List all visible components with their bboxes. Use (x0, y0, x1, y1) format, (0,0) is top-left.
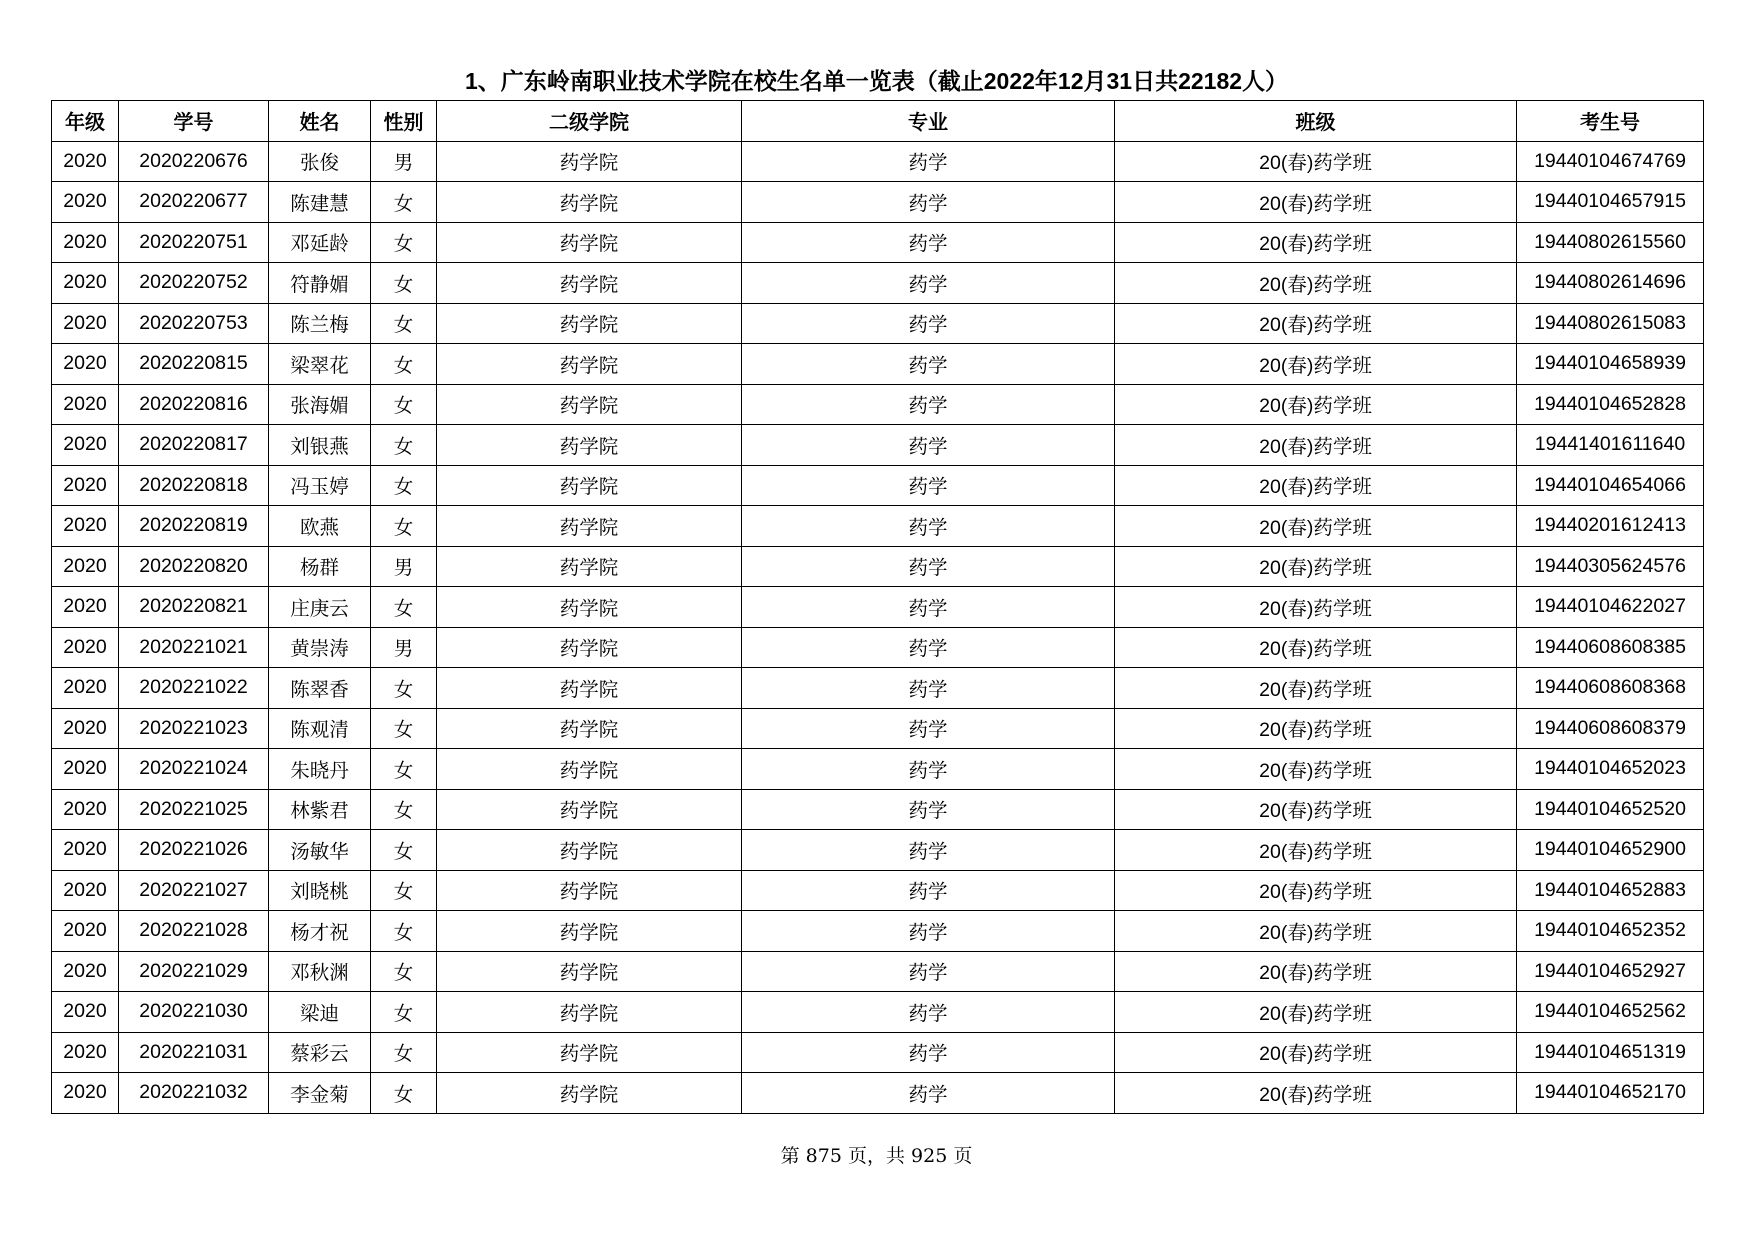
cell-major: 药学 (742, 789, 1115, 830)
cell-college: 药学院 (437, 141, 742, 182)
cell-student-id: 2020221030 (119, 992, 269, 1033)
cell-class: 20(春)药学班 (1115, 141, 1517, 182)
cell-name: 汤敏华 (269, 830, 371, 871)
cell-college: 药学院 (437, 344, 742, 385)
cell-class: 20(春)药学班 (1115, 222, 1517, 263)
cell-college: 药学院 (437, 830, 742, 871)
cell-gender: 女 (371, 1032, 437, 1073)
cell-student-id: 2020220815 (119, 344, 269, 385)
cell-class: 20(春)药学班 (1115, 951, 1517, 992)
column-header-college: 二级学院 (437, 101, 742, 142)
table-row (52, 749, 1704, 790)
cell-gender: 女 (371, 465, 437, 506)
cell-major: 药学 (742, 465, 1115, 506)
cell-name: 杨群 (269, 546, 371, 587)
table-row (52, 587, 1704, 628)
cell-grade: 2020 (52, 465, 119, 506)
cell-student-id: 2020221023 (119, 708, 269, 749)
cell-student-id: 2020221032 (119, 1073, 269, 1114)
cell-exam-number: 19440104652828 (1517, 384, 1704, 425)
cell-college: 药学院 (437, 668, 742, 709)
cell-name: 梁迪 (269, 992, 371, 1033)
cell-name: 陈翠香 (269, 668, 371, 709)
cell-gender: 女 (371, 303, 437, 344)
table-row (52, 992, 1704, 1033)
cell-college: 药学院 (437, 182, 742, 223)
cell-grade: 2020 (52, 951, 119, 992)
table-row (52, 303, 1704, 344)
table-row (52, 222, 1704, 263)
cell-student-id: 2020221026 (119, 830, 269, 871)
cell-college: 药学院 (437, 1032, 742, 1073)
cell-college: 药学院 (437, 587, 742, 628)
cell-exam-number: 19440104674769 (1517, 141, 1704, 182)
cell-class: 20(春)药学班 (1115, 465, 1517, 506)
cell-exam-number: 19440104657915 (1517, 182, 1704, 223)
table-row (52, 141, 1704, 182)
cell-name: 张俊 (269, 141, 371, 182)
cell-grade: 2020 (52, 182, 119, 223)
cell-gender: 女 (371, 182, 437, 223)
cell-grade: 2020 (52, 303, 119, 344)
cell-name: 庄庚云 (269, 587, 371, 628)
cell-name: 刘银燕 (269, 425, 371, 466)
cell-class: 20(春)药学班 (1115, 587, 1517, 628)
cell-major: 药学 (742, 425, 1115, 466)
cell-gender: 女 (371, 263, 437, 304)
table-row (52, 1032, 1704, 1073)
cell-grade: 2020 (52, 789, 119, 830)
cell-class: 20(春)药学班 (1115, 506, 1517, 547)
cell-gender: 男 (371, 141, 437, 182)
table-row (52, 425, 1704, 466)
cell-major: 药学 (742, 587, 1115, 628)
table-row (52, 506, 1704, 547)
cell-name: 林紫君 (269, 789, 371, 830)
cell-exam-number: 19440104651319 (1517, 1032, 1704, 1073)
cell-grade: 2020 (52, 425, 119, 466)
column-header-name: 姓名 (269, 101, 371, 142)
cell-class: 20(春)药学班 (1115, 911, 1517, 952)
cell-student-id: 2020221028 (119, 911, 269, 952)
table-row (52, 344, 1704, 385)
cell-name: 邓延龄 (269, 222, 371, 263)
cell-student-id: 2020220676 (119, 141, 269, 182)
cell-major: 药学 (742, 141, 1115, 182)
cell-name: 朱晓丹 (269, 749, 371, 790)
cell-exam-number: 19440104652170 (1517, 1073, 1704, 1114)
cell-exam-number: 19440608608385 (1517, 627, 1704, 668)
cell-exam-number: 19440305624576 (1517, 546, 1704, 587)
cell-exam-number: 19440104654066 (1517, 465, 1704, 506)
column-header-major: 专业 (742, 101, 1115, 142)
cell-exam-number: 19440104652900 (1517, 830, 1704, 871)
cell-exam-number: 19441401611640 (1517, 425, 1704, 466)
cell-college: 药学院 (437, 749, 742, 790)
table-row (52, 668, 1704, 709)
cell-college: 药学院 (437, 992, 742, 1033)
cell-college: 药学院 (437, 708, 742, 749)
column-header-class: 班级 (1115, 101, 1517, 142)
cell-name: 刘晓桃 (269, 870, 371, 911)
cell-grade: 2020 (52, 870, 119, 911)
page-number: 第 875 页，共 925 页 (780, 1145, 973, 1167)
table-row (52, 263, 1704, 304)
cell-name: 欧燕 (269, 506, 371, 547)
cell-class: 20(春)药学班 (1115, 344, 1517, 385)
student-roster-table (51, 100, 1704, 1114)
cell-name: 杨才祝 (269, 911, 371, 952)
cell-gender: 男 (371, 546, 437, 587)
cell-grade: 2020 (52, 992, 119, 1033)
cell-student-id: 2020221021 (119, 627, 269, 668)
cell-student-id: 2020220818 (119, 465, 269, 506)
cell-college: 药学院 (437, 506, 742, 547)
cell-major: 药学 (742, 911, 1115, 952)
cell-name: 张海媚 (269, 384, 371, 425)
table-row (52, 951, 1704, 992)
table-row (52, 830, 1704, 871)
cell-gender: 女 (371, 870, 437, 911)
cell-exam-number: 19440104652562 (1517, 992, 1704, 1033)
cell-exam-number: 19440608608379 (1517, 708, 1704, 749)
column-header-student-id: 学号 (119, 101, 269, 142)
cell-student-id: 2020221025 (119, 789, 269, 830)
cell-class: 20(春)药学班 (1115, 992, 1517, 1033)
cell-major: 药学 (742, 951, 1115, 992)
cell-exam-number: 19440104652352 (1517, 911, 1704, 952)
cell-student-id: 2020221031 (119, 1032, 269, 1073)
cell-major: 药学 (742, 303, 1115, 344)
table-row (52, 911, 1704, 952)
cell-student-id: 2020220752 (119, 263, 269, 304)
cell-gender: 女 (371, 911, 437, 952)
cell-student-id: 2020221029 (119, 951, 269, 992)
cell-grade: 2020 (52, 627, 119, 668)
cell-college: 药学院 (437, 1073, 742, 1114)
cell-major: 药学 (742, 506, 1115, 547)
cell-gender: 女 (371, 425, 437, 466)
cell-name: 符静媚 (269, 263, 371, 304)
cell-student-id: 2020221024 (119, 749, 269, 790)
cell-gender: 女 (371, 992, 437, 1033)
column-header-gender: 性别 (371, 101, 437, 142)
cell-college: 药学院 (437, 789, 742, 830)
page-title: 1、广东岭南职业技术学院在校生名单一览表（截止2022年12月31日共22182人） (464, 68, 1289, 94)
cell-exam-number: 19440104652023 (1517, 749, 1704, 790)
cell-student-id: 2020220819 (119, 506, 269, 547)
cell-class: 20(春)药学班 (1115, 789, 1517, 830)
cell-student-id: 2020220820 (119, 546, 269, 587)
cell-major: 药学 (742, 384, 1115, 425)
cell-grade: 2020 (52, 506, 119, 547)
cell-gender: 女 (371, 830, 437, 871)
cell-major: 药学 (742, 263, 1115, 304)
cell-gender: 女 (371, 708, 437, 749)
cell-gender: 女 (371, 749, 437, 790)
cell-grade: 2020 (52, 263, 119, 304)
cell-name: 邓秋渊 (269, 951, 371, 992)
cell-class: 20(春)药学班 (1115, 1073, 1517, 1114)
table-row (52, 870, 1704, 911)
cell-major: 药学 (742, 870, 1115, 911)
cell-college: 药学院 (437, 222, 742, 263)
cell-gender: 女 (371, 789, 437, 830)
cell-student-id: 2020220817 (119, 425, 269, 466)
table-row (52, 384, 1704, 425)
cell-gender: 女 (371, 344, 437, 385)
cell-gender: 女 (371, 951, 437, 992)
cell-college: 药学院 (437, 303, 742, 344)
cell-grade: 2020 (52, 222, 119, 263)
table-row (52, 1073, 1704, 1114)
cell-grade: 2020 (52, 668, 119, 709)
cell-college: 药学院 (437, 870, 742, 911)
column-header-exam-number: 考生号 (1517, 101, 1704, 142)
cell-student-id: 2020221022 (119, 668, 269, 709)
cell-college: 药学院 (437, 546, 742, 587)
table-row (52, 789, 1704, 830)
cell-grade: 2020 (52, 830, 119, 871)
cell-college: 药学院 (437, 263, 742, 304)
cell-grade: 2020 (52, 1073, 119, 1114)
cell-gender: 女 (371, 222, 437, 263)
cell-name: 梁翠花 (269, 344, 371, 385)
cell-name: 黄崇涛 (269, 627, 371, 668)
cell-college: 药学院 (437, 911, 742, 952)
cell-class: 20(春)药学班 (1115, 1032, 1517, 1073)
cell-name: 李金菊 (269, 1073, 371, 1114)
cell-college: 药学院 (437, 627, 742, 668)
table-row (52, 182, 1704, 223)
cell-college: 药学院 (437, 951, 742, 992)
table-header-row (52, 101, 1704, 142)
table-row (52, 708, 1704, 749)
cell-gender: 女 (371, 384, 437, 425)
cell-student-id: 2020221027 (119, 870, 269, 911)
cell-major: 药学 (742, 182, 1115, 223)
cell-major: 药学 (742, 708, 1115, 749)
cell-class: 20(春)药学班 (1115, 263, 1517, 304)
cell-grade: 2020 (52, 344, 119, 385)
cell-gender: 男 (371, 627, 437, 668)
table-row (52, 627, 1704, 668)
cell-grade: 2020 (52, 587, 119, 628)
cell-student-id: 2020220751 (119, 222, 269, 263)
cell-name: 陈兰梅 (269, 303, 371, 344)
cell-class: 20(春)药学班 (1115, 708, 1517, 749)
cell-major: 药学 (742, 546, 1115, 587)
cell-gender: 女 (371, 1073, 437, 1114)
cell-exam-number: 19440608608368 (1517, 668, 1704, 709)
cell-grade: 2020 (52, 141, 119, 182)
cell-class: 20(春)药学班 (1115, 668, 1517, 709)
cell-class: 20(春)药学班 (1115, 749, 1517, 790)
cell-class: 20(春)药学班 (1115, 182, 1517, 223)
cell-class: 20(春)药学班 (1115, 546, 1517, 587)
cell-major: 药学 (742, 1032, 1115, 1073)
cell-exam-number: 19440104658939 (1517, 344, 1704, 385)
cell-exam-number: 19440104622027 (1517, 587, 1704, 628)
cell-student-id: 2020220816 (119, 384, 269, 425)
column-header-grade: 年级 (52, 101, 119, 142)
cell-exam-number: 19440104652520 (1517, 789, 1704, 830)
cell-exam-number: 19440104652927 (1517, 951, 1704, 992)
cell-major: 药学 (742, 222, 1115, 263)
cell-grade: 2020 (52, 749, 119, 790)
cell-college: 药学院 (437, 465, 742, 506)
cell-class: 20(春)药学班 (1115, 303, 1517, 344)
cell-name: 陈观清 (269, 708, 371, 749)
cell-exam-number: 19440802615560 (1517, 222, 1704, 263)
cell-class: 20(春)药学班 (1115, 627, 1517, 668)
cell-major: 药学 (742, 992, 1115, 1033)
cell-grade: 2020 (52, 708, 119, 749)
table-body (52, 141, 1704, 1113)
cell-class: 20(春)药学班 (1115, 870, 1517, 911)
cell-grade: 2020 (52, 384, 119, 425)
cell-name: 陈建慧 (269, 182, 371, 223)
cell-major: 药学 (742, 627, 1115, 668)
cell-gender: 女 (371, 506, 437, 547)
cell-grade: 2020 (52, 546, 119, 587)
cell-class: 20(春)药学班 (1115, 830, 1517, 871)
cell-gender: 女 (371, 587, 437, 628)
cell-class: 20(春)药学班 (1115, 425, 1517, 466)
cell-student-id: 2020220677 (119, 182, 269, 223)
cell-grade: 2020 (52, 911, 119, 952)
cell-major: 药学 (742, 344, 1115, 385)
cell-major: 药学 (742, 830, 1115, 871)
cell-college: 药学院 (437, 425, 742, 466)
cell-gender: 女 (371, 668, 437, 709)
cell-student-id: 2020220821 (119, 587, 269, 628)
cell-exam-number: 19440104652883 (1517, 870, 1704, 911)
cell-name: 冯玉婷 (269, 465, 371, 506)
table-row (52, 465, 1704, 506)
cell-name: 蔡彩云 (269, 1032, 371, 1073)
cell-exam-number: 19440802615083 (1517, 303, 1704, 344)
cell-class: 20(春)药学班 (1115, 384, 1517, 425)
cell-college: 药学院 (437, 384, 742, 425)
cell-major: 药学 (742, 668, 1115, 709)
cell-major: 药学 (742, 1073, 1115, 1114)
cell-major: 药学 (742, 749, 1115, 790)
cell-grade: 2020 (52, 1032, 119, 1073)
cell-student-id: 2020220753 (119, 303, 269, 344)
cell-exam-number: 19440802614696 (1517, 263, 1704, 304)
table-row (52, 546, 1704, 587)
cell-exam-number: 19440201612413 (1517, 506, 1704, 547)
